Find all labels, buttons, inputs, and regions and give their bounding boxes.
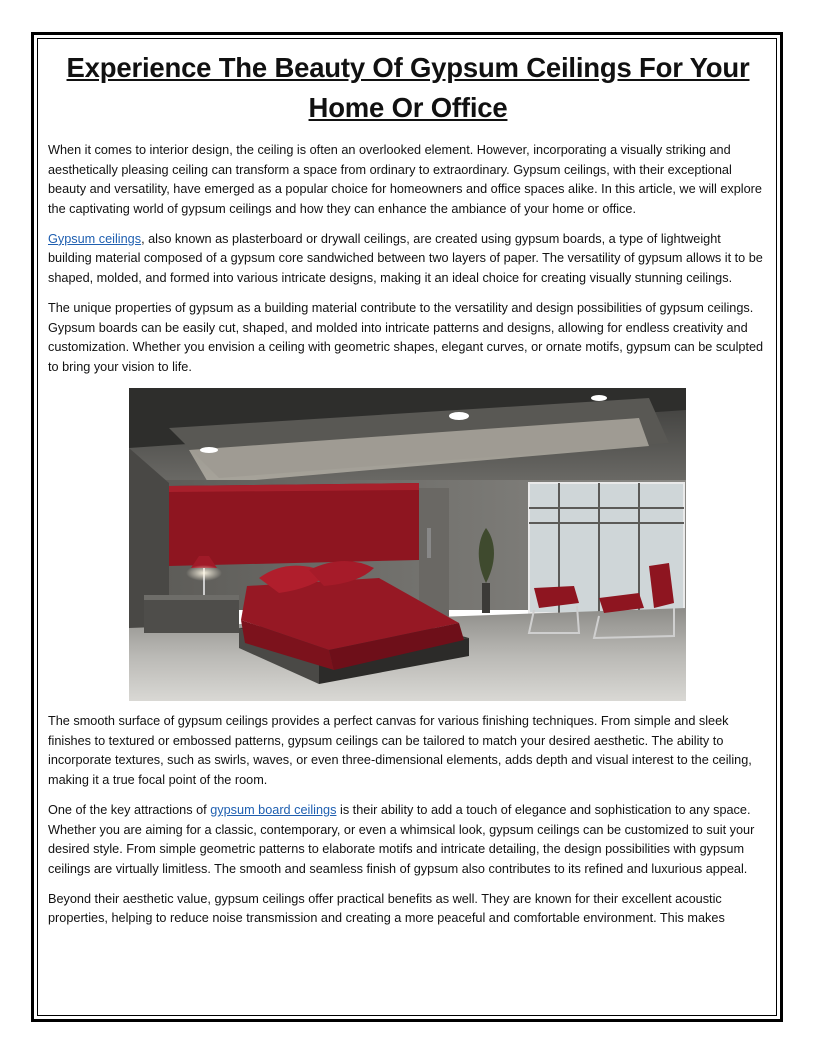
gypsum-ceilings-link[interactable]: Gypsum ceilings (48, 231, 142, 246)
properties-paragraph: The unique properties of gypsum as a building material contribute to the versatility and design possibilities of gypsum ceilings. Gypsum boards can be easily cut, shaped, and molded into intricate patterns and designs, allowing for endless creativity and customization. Whether you envision a ceiling with geometric shapes, elegant curves, or ornate motifs, gypsum can be sculpted to bring your vision to life. (48, 301, 764, 374)
definition-text: , also known as plasterboard or drywall ceilings, are created using gypsum boards, a type of lightweight building material composed of a gypsum core sandwiched between two layers of paper. The versatility of gypsum allows it to be shaped, molded, and formed into various intricate designs, making it an ideal choice for creating visually stunning ceilings. (48, 231, 763, 286)
definition-paragraph (48, 230, 768, 289)
page-title: Experience The Beauty Of Gypsum Ceilings For Your Home Or Office (66, 52, 750, 123)
elegance-text-post: is their ability to add a touch of elegance and sophistication to any space. Whether you are aiming for a classic, contemporary, or even a whimsical look, gypsum ceilings can be customized to suit your desired style. From simple geometric patterns to elaborate motifs and intricate detailing, the design possibilities with gypsum ceilings are virtually limitless. The smooth and seamless finish of gypsum also contributes to its refined and luxurious appeal. (48, 802, 755, 876)
gypsum-board-ceilings-link[interactable]: gypsum board ceilings (210, 802, 337, 817)
benefits-paragraph: Beyond their aesthetic value, gypsum ceilings offer practical benefits as well. They are known for their excellent acoustic properties, helping to reduce noise transmission and creating a more peaceful and comfortable environment. This makes (48, 891, 725, 926)
elegance-paragraph (48, 801, 768, 879)
finishing-paragraph: The smooth surface of gypsum ceilings provides a perfect canvas for various finishing techniques. From simple and sleek finishes to textured or embossed patterns, gypsum ceilings can be tailored to match your desired aesthetic. The ability to incorporate textures, such as swirls, waves, or even three-dimensional elements, adds depth and visual interest to the ceiling, making it a true focal point of the room. (48, 714, 752, 787)
bedroom-photo-icon (129, 388, 686, 701)
article (48, 48, 768, 939)
elegance-text-pre: One of the key attractions of (48, 802, 211, 817)
intro-paragraph: When it comes to interior design, the ceiling is often an overlooked element. However, incorporating a visually striking and aesthetically pleasing ceiling can transform a space from ordinary to extraordinary. Gypsum ceilings, with their exceptional beauty and versatility, have emerged as a popular choice for homeowners and office spaces alike. In this article, we will explore the captivating world of gypsum ceilings and how they can enhance the ambiance of your home or office. (48, 143, 762, 216)
